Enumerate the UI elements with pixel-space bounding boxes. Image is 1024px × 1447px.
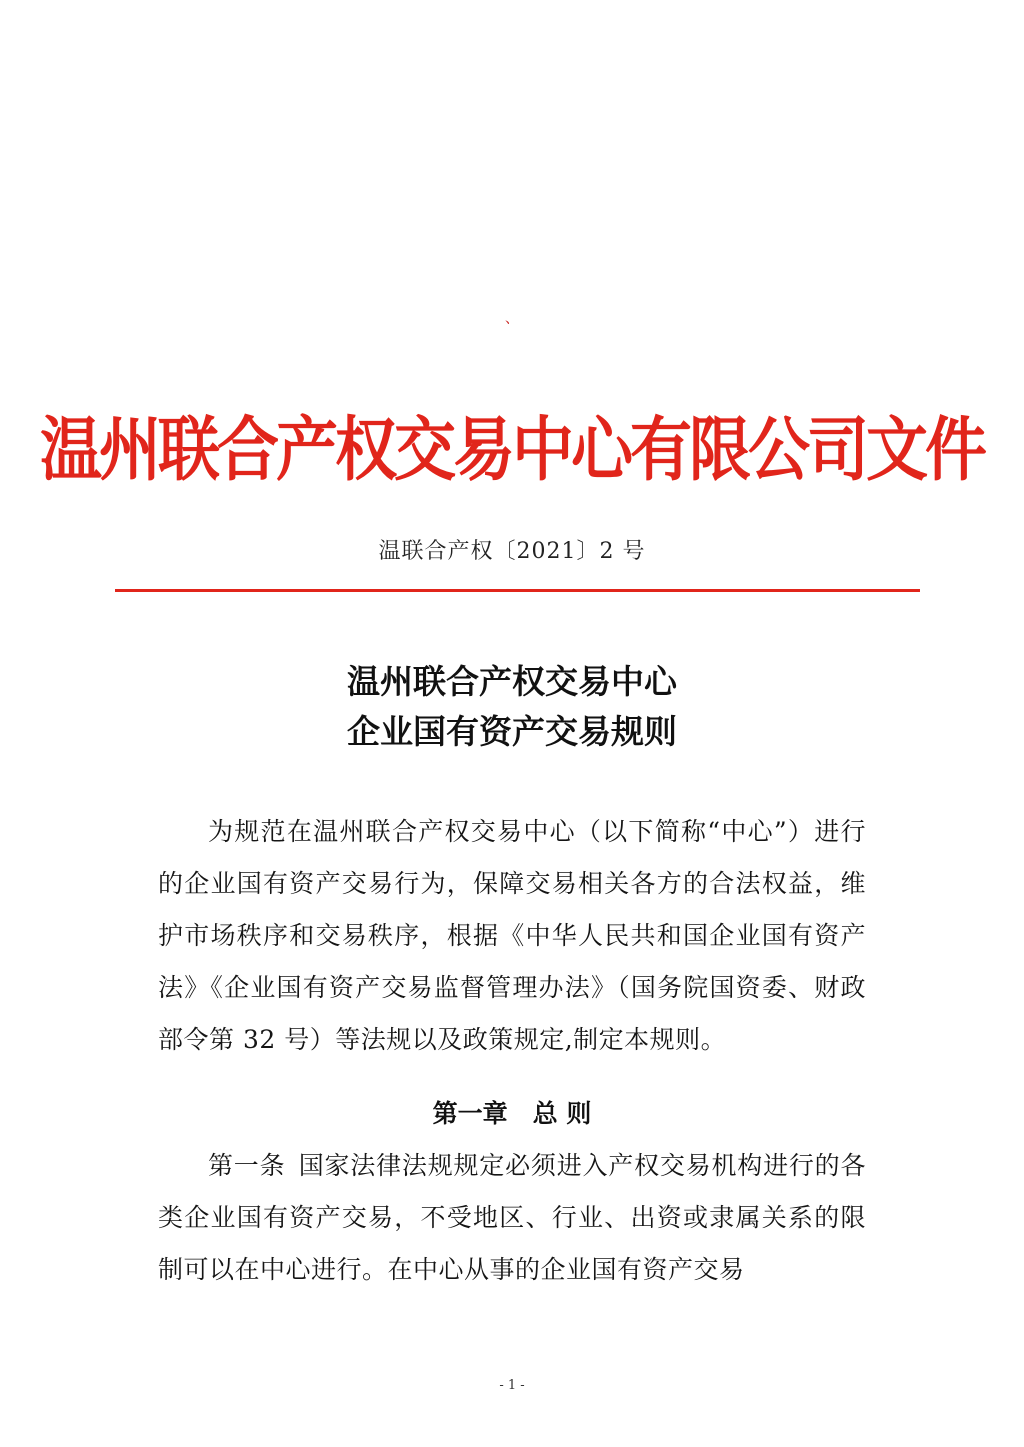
article-1-text: 国家法律法规规定必须进入产权交易机构进行的各类企业国有资产交易，不受地区、行业、出资或隶属关系的限制可以在中心进行。在中心从事的企业国有资产交易 [158, 1151, 866, 1284]
document-title-line-1: 温州联合产权交易中心 [347, 662, 677, 701]
preamble-paragraph: 为规范在温州联合产权交易中心（以下简称“中心”）进行的企业国有资产交易行为，保障交易相关各方的合法权益，维护市场秩序和交易秩序，根据《中华人民共和国企业国有资产法》《企业国有资产交易监督管理办法》（国务院国资委、财政部令第 32 号）等法规以及政策规定,制定本规则。 [158, 817, 866, 1054]
red-separator-line [115, 589, 920, 592]
document-number: 温联合产权〔2021〕2 号 [378, 539, 646, 564]
issuer-header: 温州联合产权交易中心有限公司文件 [39, 408, 984, 491]
header-mark: 、 [505, 311, 519, 327]
article-1-paragraph [158, 1140, 866, 1296]
chapter-heading: 第一章 总 则 [432, 1099, 592, 1128]
article-1-label: 第一条 [208, 1151, 286, 1180]
page-number: - 1 - [499, 1378, 525, 1393]
document-title-line-2: 企业国有资产交易规则 [347, 712, 677, 751]
